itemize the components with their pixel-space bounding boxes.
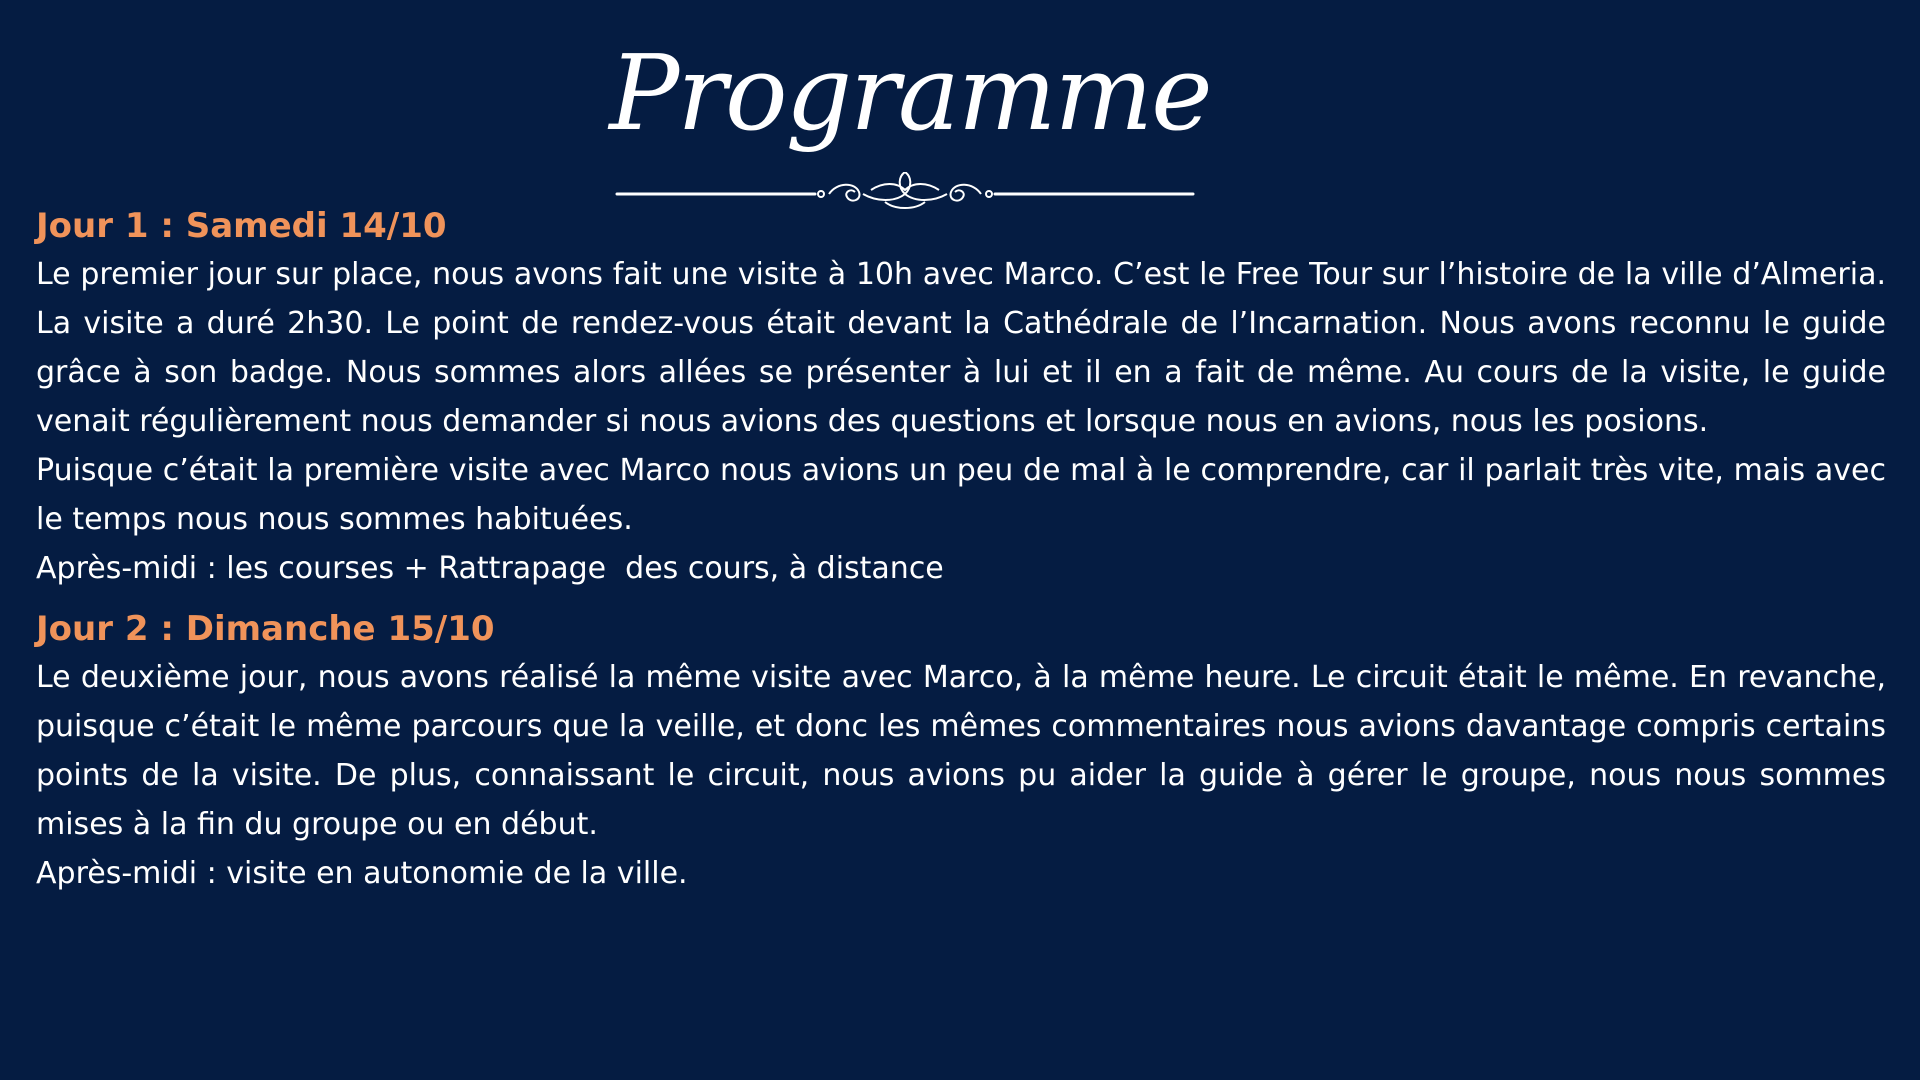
day-1-heading: Jour 1 : Samedi 14/10 (36, 206, 447, 246)
day-1-paragraph-1: Le premier jour sur place, nous avons fait une visite à 10h avec Marco. C’est le Free Tour sur l’histoire de la ville d’Almeria. La visite a duré 2h30. Le point de rendez-vous était devant la Cathédrale de l’Incarnation. Nous avons reconnu le guide grâce à son badge. Nous sommes alors allées se présenter à lui et il en a fait de même. Au cours de la visite, le guide venait régulièrement nous demander si nous avions des questions et lorsque nous en avions, nous les posions. (36, 257, 1886, 439)
day-2-paragraph-1: Le deuxième jour, nous avons réalisé la même visite avec Marco, à la même heure. Le circuit était le même. En revanche, puisque c’était le même parcours que la veille, et donc les mêmes commentaires nous avions davantage compris certains points de la visite. De plus, connaissant le circuit, nous avions pu aider la guide à gérer le groupe, nous nous sommes mises à la fin du groupe ou en début. (36, 660, 1886, 842)
day-2-section (36, 605, 1886, 898)
day-1-section (36, 202, 1886, 593)
day-1-paragraph-2: Puisque c’était la première visite avec Marco nous avions un peu de mal à le comprendre, car il parlait très vite, mais avec le temps nous nous sommes habituées. (36, 453, 1886, 537)
programme-content (36, 202, 1886, 898)
day-2-afternoon: Après-midi : visite en autonomie de la ville. (36, 856, 688, 891)
day-1-afternoon: Après-midi : les courses + Rattrapage des cours, à distance (36, 551, 944, 586)
page-title: Programme (609, 32, 1211, 154)
day-2-heading: Jour 2 : Dimanche 15/10 (36, 609, 495, 649)
